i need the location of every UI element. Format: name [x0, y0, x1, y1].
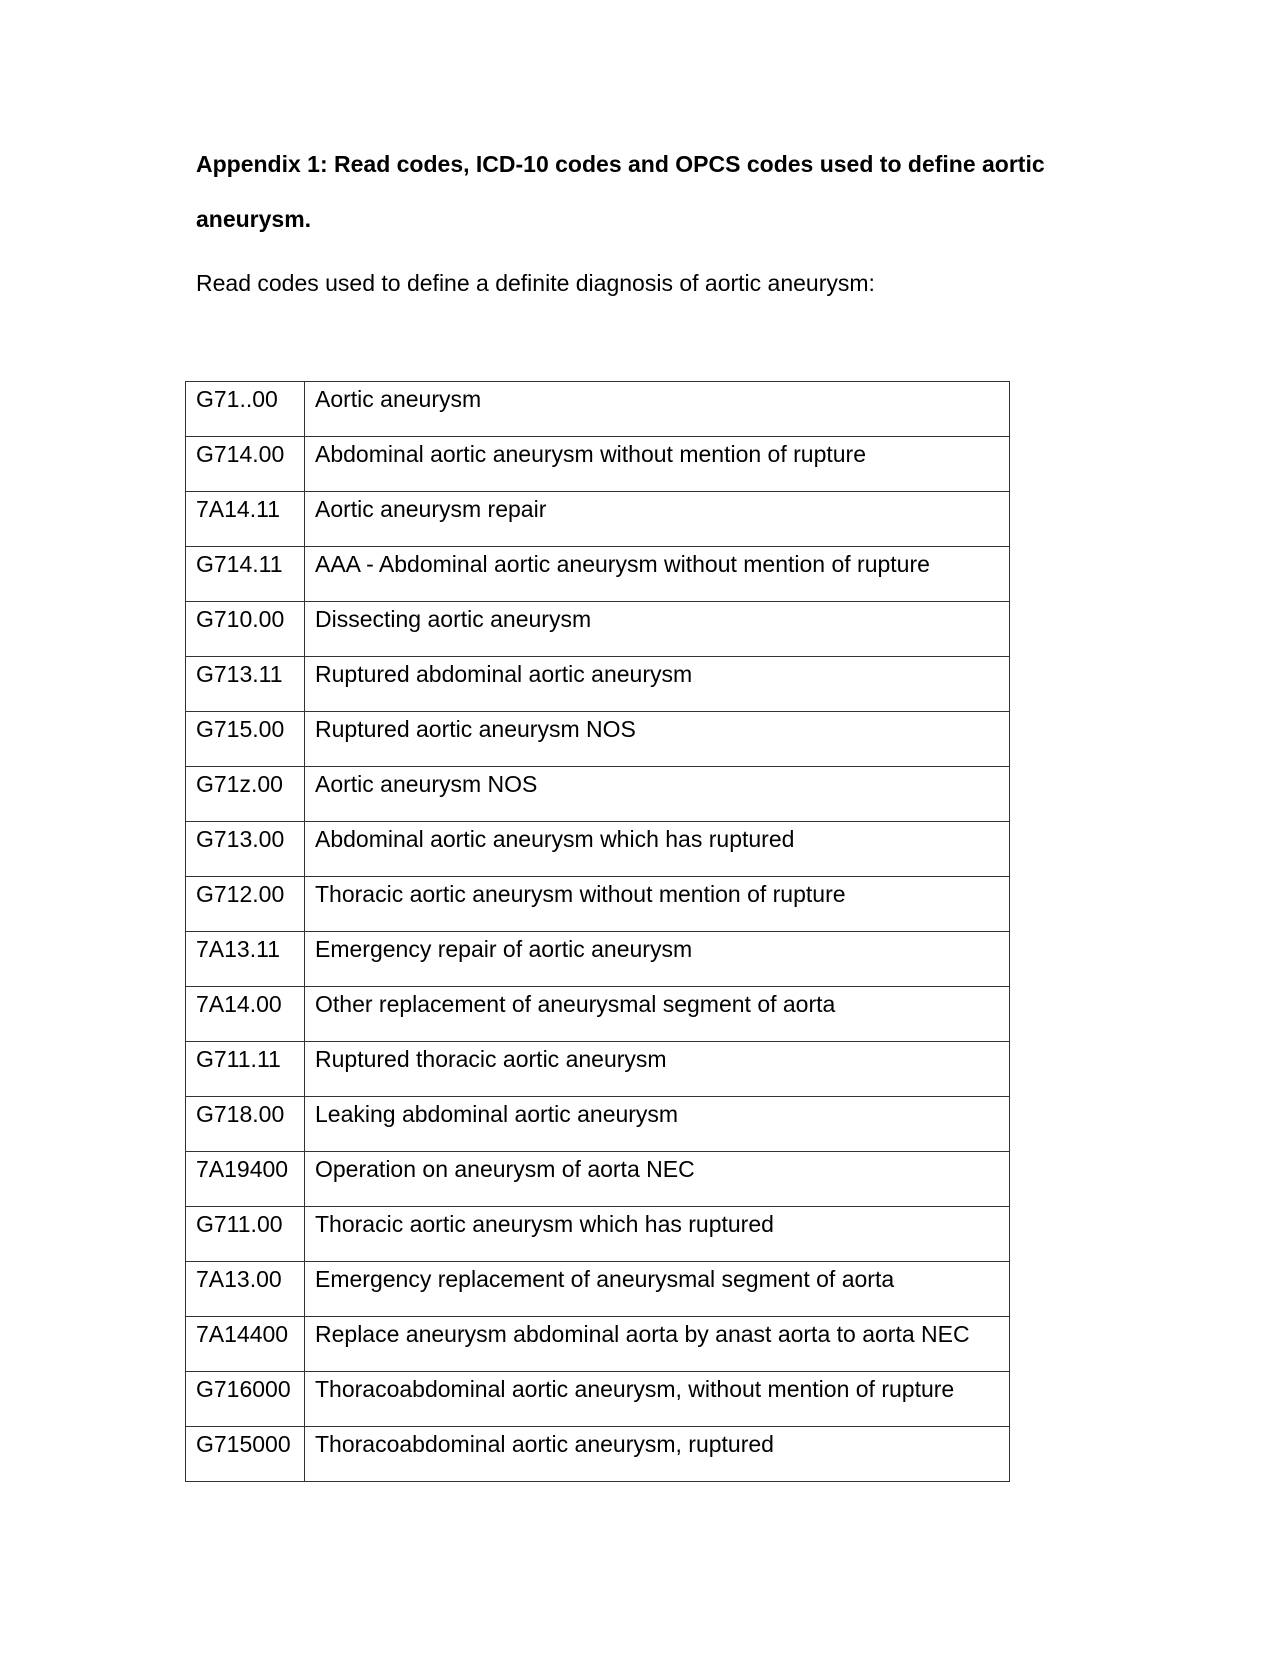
description-cell: Thoracoabdominal aortic aneurysm, ruptured — [305, 1427, 1010, 1482]
description-cell: Emergency replacement of aneurysmal segment of aorta — [305, 1262, 1010, 1317]
intro-text: Read codes used to define a definite diagnosis of aortic aneurysm: — [196, 270, 875, 296]
code-cell: 7A14.00 — [186, 987, 305, 1042]
description-cell: Ruptured aortic aneurysm NOS — [305, 712, 1010, 767]
table-row — [186, 877, 1010, 932]
description-cell: Thoracic aortic aneurysm which has ruptured — [305, 1207, 1010, 1262]
description-cell: Replace aneurysm abdominal aorta by anast aorta to aorta NEC — [305, 1317, 1010, 1372]
code-cell: G716000 — [186, 1372, 305, 1427]
table-row — [186, 932, 1010, 987]
table-row — [186, 712, 1010, 767]
table-row — [186, 822, 1010, 877]
code-cell: 7A13.00 — [186, 1262, 305, 1317]
description-cell: Thoracoabdominal aortic aneurysm, without mention of rupture — [305, 1372, 1010, 1427]
code-cell: G715000 — [186, 1427, 305, 1482]
title-line-2: aneurysm. — [196, 206, 312, 232]
code-cell: G718.00 — [186, 1097, 305, 1152]
description-cell: Thoracic aortic aneurysm without mention of rupture — [305, 877, 1010, 932]
code-cell: G711.11 — [186, 1042, 305, 1097]
description-cell: Dissecting aortic aneurysm — [305, 602, 1010, 657]
table-row — [186, 1207, 1010, 1262]
code-cell: G71..00 — [186, 382, 305, 437]
description-cell: Aortic aneurysm repair — [305, 492, 1010, 547]
table-row — [186, 547, 1010, 602]
code-cell: 7A13.11 — [186, 932, 305, 987]
read-codes-table-body — [186, 382, 1010, 1482]
code-cell: G713.00 — [186, 822, 305, 877]
table-row — [186, 987, 1010, 1042]
title-line-1: Appendix 1: Read codes, ICD-10 codes and OPCS codes used to define aortic — [196, 151, 1045, 177]
table-row — [186, 602, 1010, 657]
description-cell: Ruptured thoracic aortic aneurysm — [305, 1042, 1010, 1097]
description-cell: Ruptured abdominal aortic aneurysm — [305, 657, 1010, 712]
code-cell: G711.00 — [186, 1207, 305, 1262]
table-row — [186, 1152, 1010, 1207]
code-cell: 7A14.11 — [186, 492, 305, 547]
table-row — [186, 1372, 1010, 1427]
code-cell: G714.00 — [186, 437, 305, 492]
code-cell: G710.00 — [186, 602, 305, 657]
table-row — [186, 1042, 1010, 1097]
table-row — [186, 382, 1010, 437]
description-cell: Aortic aneurysm — [305, 382, 1010, 437]
code-cell: G713.11 — [186, 657, 305, 712]
description-cell: Abdominal aortic aneurysm which has ruptured — [305, 822, 1010, 877]
description-cell: AAA - Abdominal aortic aneurysm without mention of rupture — [305, 547, 1010, 602]
description-cell: Emergency repair of aortic aneurysm — [305, 932, 1010, 987]
code-cell: G71z.00 — [186, 767, 305, 822]
code-cell: G714.11 — [186, 547, 305, 602]
code-cell: G715.00 — [186, 712, 305, 767]
read-codes-table — [185, 381, 1010, 1482]
description-cell: Other replacement of aneurysmal segment of aorta — [305, 987, 1010, 1042]
table-row — [186, 437, 1010, 492]
description-cell: Abdominal aortic aneurysm without mention of rupture — [305, 437, 1010, 492]
table-row — [186, 1427, 1010, 1482]
page-title — [196, 137, 1096, 247]
code-cell: G712.00 — [186, 877, 305, 932]
description-cell: Operation on aneurysm of aorta NEC — [305, 1152, 1010, 1207]
code-cell: 7A14400 — [186, 1317, 305, 1372]
table-row — [186, 1097, 1010, 1152]
description-cell: Leaking abdominal aortic aneurysm — [305, 1097, 1010, 1152]
table-row — [186, 767, 1010, 822]
code-cell: 7A19400 — [186, 1152, 305, 1207]
table-row — [186, 657, 1010, 712]
table-row — [186, 492, 1010, 547]
description-cell: Aortic aneurysm NOS — [305, 767, 1010, 822]
table-row — [186, 1317, 1010, 1372]
table-row — [186, 1262, 1010, 1317]
